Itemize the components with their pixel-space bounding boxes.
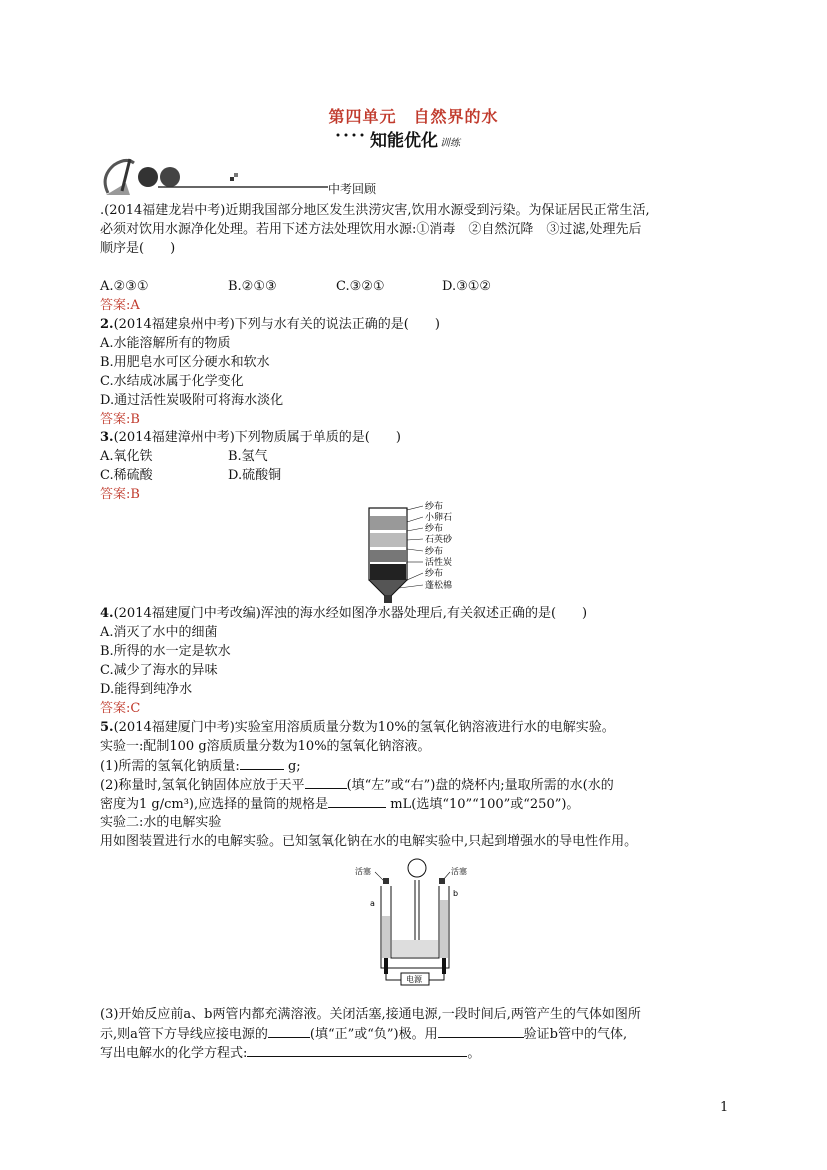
title-dots bbox=[336, 133, 370, 137]
q5-s2-cont: 密度为1 g/cm³),应选择的量筒的规格是 mL(选填“10”“100”或“250”)。 bbox=[100, 794, 740, 814]
fig1-label-5: 活性炭 bbox=[425, 558, 453, 568]
q2-option-a: A.水能溶解所有的物质 bbox=[100, 336, 231, 351]
q4-answer: 答案:C bbox=[100, 701, 141, 716]
q3-stem: 3.(2014福建漳州中考)下列物质属于单质的是( ) bbox=[100, 430, 401, 445]
q5-s1: (1)所需的氢氧化钠质量: g; bbox=[100, 756, 740, 776]
q2-option-c: C.水结成冰属于化学变化 bbox=[100, 374, 244, 389]
q1-answer: 答案:A bbox=[100, 298, 140, 313]
q4-option-d: D.能得到纯净水 bbox=[100, 682, 193, 697]
q4-stem: 4.(2014福建厦门中考改编)浑浊的海水经如图净水器处理后,有关叙述正确的是( ) bbox=[100, 606, 588, 621]
q2-option-d: D.通过活性炭吸附可将海水淡化 bbox=[100, 393, 284, 408]
q1-option-a: A.②③① bbox=[100, 279, 149, 294]
electrolysis-figure bbox=[355, 858, 475, 986]
q3-answer: 答案:B bbox=[100, 487, 140, 502]
q5-s3-equation: 写出电解水的化学方程式: 。 bbox=[100, 1043, 740, 1063]
q3-option-a: A.氧化铁 bbox=[100, 449, 153, 464]
fig1-label-1: 小卵石 bbox=[425, 513, 453, 523]
q5-blank2[interactable] bbox=[305, 775, 347, 789]
q1-option-c: C.③②① bbox=[336, 279, 385, 294]
unit-title: 第四单元 自然界的水 bbox=[328, 107, 499, 126]
q3-option-d: D.硫酸铜 bbox=[228, 468, 282, 483]
q5-blank5[interactable] bbox=[438, 1024, 524, 1038]
fig1-label-3: 石英砂 bbox=[425, 535, 453, 545]
water-purifier-figure bbox=[355, 500, 470, 605]
fig1-label-4: 纱布 bbox=[425, 547, 444, 557]
fig1-label-0: 纱布 bbox=[425, 502, 444, 512]
page-number: 1 bbox=[720, 1100, 729, 1115]
fig2-a-label: a bbox=[370, 899, 375, 908]
q1-line1: .(2014福建龙岩中考)近期我国部分地区发生洪涝灾害,饮用水源受到污染。为保证居民正常生活, bbox=[100, 203, 650, 218]
q4-option-c: C.减少了海水的异味 bbox=[100, 663, 218, 678]
q3-option-b: B.氢气 bbox=[228, 449, 268, 464]
q4-option-a: A.消灭了水中的细菌 bbox=[100, 625, 218, 640]
q5-s3: (3)开始反应前a、b两管内都充满溶液。关闭活塞,接通电源,一段时间后,两管产生的气体如图所 bbox=[100, 1007, 641, 1022]
q2-option-b: B.用肥皂水可区分硬水和软水 bbox=[100, 355, 270, 370]
q1-line3: 顺序是( ) bbox=[100, 241, 176, 256]
q5-s2: (2)称量时,氢氧化钠固体应放于天平 (填“左”或“右”)盘的烧杯内;量取所需的水(水的 bbox=[100, 775, 740, 795]
section-label: 中考回顾 bbox=[328, 182, 377, 196]
q5-blank4[interactable] bbox=[268, 1024, 310, 1038]
q4-option-b: B.所得的水一定是软水 bbox=[100, 644, 231, 659]
q5-blank6[interactable] bbox=[247, 1043, 467, 1057]
section-banner-icon bbox=[100, 155, 430, 201]
section-subtitle: 知能优化 训练 bbox=[370, 131, 460, 151]
fig1-label-7: 蓬松棉 bbox=[425, 581, 453, 591]
fig2-right-label: 活塞 bbox=[451, 867, 467, 876]
fig2-b-label: b bbox=[453, 889, 459, 898]
fig2-power-label: 电源 bbox=[406, 975, 422, 984]
q1-line2: 必须对饮用水源净化处理。若用下述方法处理饮用水源:①消毒 ②自然沉降 ③过滤,处理先后 bbox=[100, 222, 642, 237]
q1-option-b: B.②①③ bbox=[228, 279, 277, 294]
q5-blank3[interactable] bbox=[328, 794, 386, 808]
q2-stem: 2.(2014福建泉州中考)下列与水有关的说法正确的是( ) bbox=[100, 317, 440, 332]
q2-answer: 答案:B bbox=[100, 412, 140, 427]
q5-blank1[interactable] bbox=[240, 756, 284, 770]
fig1-label-6: 纱布 bbox=[425, 569, 444, 579]
fig2-left-label: 活塞 bbox=[355, 867, 371, 876]
q3-option-c: C.稀硫酸 bbox=[100, 468, 153, 483]
fig1-label-2: 纱布 bbox=[425, 524, 444, 534]
q5-exp2-desc: 用如图装置进行水的电解实验。已知氢氧化钠在水的电解实验中,只起到增强水的导电性作用。 bbox=[100, 834, 638, 849]
q1-option-d: D.③①② bbox=[442, 279, 492, 294]
q5-s3-cont: 示,则a管下方导线应接电源的 (填“正”或“负”)极。用 验证b管中的气体, bbox=[100, 1024, 740, 1044]
q5-stem: 5.(2014福建厦门中考)实验室用溶质质量分数为10%的氢氧化钠溶液进行水的电解实验。 bbox=[100, 720, 615, 735]
q5-exp2: 实验二:水的电解实验 bbox=[100, 815, 222, 830]
q5-exp1: 实验一:配制100 g溶质质量分数为10%的氢氧化钠溶液。 bbox=[100, 739, 431, 754]
